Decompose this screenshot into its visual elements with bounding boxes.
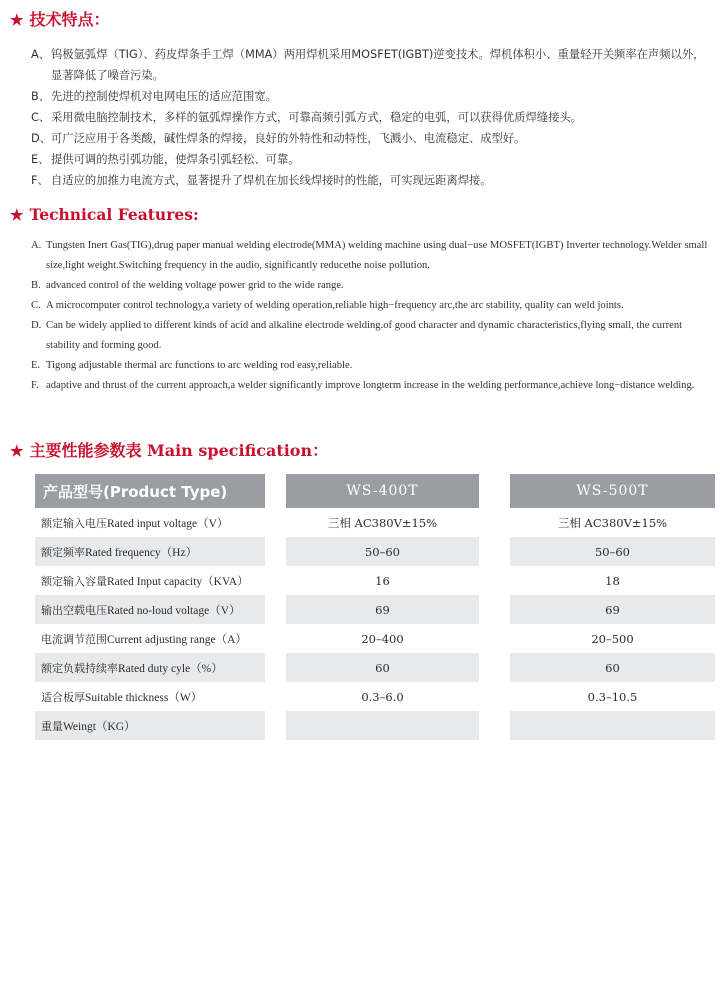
en-feature-f: F. adaptive and thrust of the current approach,a welder significantly improve longterm increase in the welding performance,achieve long−distance welding.	[31, 380, 695, 391]
header-model-ws400t: WS-400T	[286, 474, 479, 508]
value-ws400t	[286, 711, 479, 740]
row-label: 重量 Weingt（KG）	[35, 711, 265, 740]
value-ws400t: 69	[286, 595, 479, 624]
value-ws400t: 50–60	[286, 537, 479, 566]
row-label: 额定频率 Rated frequency（Hz）	[35, 537, 265, 566]
table-row	[35, 566, 715, 595]
header-model-ws500t: WS-500T	[510, 474, 715, 508]
en-feature-list	[31, 236, 713, 396]
en-feature-a: A. Tungsten Inert Gas(TIG),drug paper manual welding electrode(MMA) welding machine using dual−use MOSFET(IGBT) Inverter technology.Welder small size,light weight.Switching frequency in the audio, significantly reducethe noise pollution.	[31, 240, 708, 271]
spec-table	[35, 474, 715, 740]
section-title-cn	[10, 7, 109, 30]
en-feature-d: D. Can be widely applied to different kinds of acid and alkaline electrode welding.of good character and dynamic characteristics,flying small, the current stability and forming good.	[31, 320, 683, 351]
cn-feature-f: F、 自适应的加推力电流方式，显著提升了焊机在加长线焊接时的性能，可实现远距离焊接。	[31, 174, 492, 187]
section-title-en	[10, 205, 199, 224]
value-ws500t: 50–60	[510, 537, 715, 566]
cn-feature-c: C、 采用微电脑控制技术，多样的氩弧焊操作方式，可靠高频引弧方式，稳定的电弧，可以获得优质焊缝接头。	[31, 111, 582, 124]
star-icon: ★	[10, 442, 24, 460]
cn-feature-d: D、 可广泛应用于各类酸，碱性焊条的焊接，良好的外特性和动特性，飞溅小、电流稳定、成型好。	[31, 132, 526, 145]
table-row	[35, 508, 715, 537]
cn-title-text: 技术特点：	[29, 10, 110, 29]
value-ws500t: 0.3–10.5	[587, 689, 638, 704]
header-product-type: 产品型号(Product Type)	[35, 474, 265, 508]
value-ws500t: 18	[605, 573, 620, 588]
en-feature-b: B. advanced control of the welding voltage power grid to the wide range.	[31, 280, 344, 291]
star-icon: ★	[10, 11, 24, 29]
table-row	[35, 682, 715, 711]
value-ws500t	[510, 711, 715, 740]
value-ws500t: 20–500	[591, 631, 634, 646]
value-ws500t: 60	[510, 653, 715, 682]
section-title-spec	[10, 438, 328, 461]
row-label: 额定输入容量 Rated Input capacity（KVA）	[41, 574, 249, 588]
value-ws400t: 60	[286, 653, 479, 682]
en-feature-e: E. Tigong adjustable thermal arc functions to arc welding rod easy,reliable.	[31, 360, 353, 371]
table-row	[35, 711, 715, 740]
row-label: 额定负载持续率 Rated duty cyle（%）	[35, 653, 265, 682]
value-ws400t: 20–400	[361, 631, 404, 646]
value-ws400t: 三相 AC380V±15%	[327, 515, 438, 530]
value-ws400t: 0.3–6.0	[361, 689, 404, 704]
spec-table-header	[35, 474, 715, 508]
table-row	[35, 595, 715, 624]
cn-feature-a: A、 钨极氩弧焊（TIG）、药皮焊条手工焊（MMA）两用焊机采用MOSFET(IGBT)逆变技术。焊机体积小、重量轻开关频率在声频以外，显著降低了噪音污染。	[31, 48, 705, 82]
table-row	[35, 624, 715, 653]
row-label: 电流调节范围 Current adjusting range（A）	[41, 632, 247, 646]
cn-feature-b: B、 先进的控制使焊机对电网电压的适应范围宽。	[31, 90, 277, 103]
cn-feature-list	[31, 44, 711, 191]
row-label: 适合板厚 Suitable thickness（W）	[41, 690, 203, 704]
star-icon: ★	[10, 206, 24, 224]
en-title-text: Technical Features:	[29, 205, 199, 224]
value-ws500t: 三相 AC380V±15%	[557, 515, 668, 530]
row-label: 输出空载电压 Rated no-loud voltage（V）	[35, 595, 265, 624]
spec-title-text: 主要性能参数表 Main specification：	[29, 441, 329, 460]
value-ws500t: 69	[510, 595, 715, 624]
table-row	[35, 537, 715, 566]
row-label: 额定输入电压 Rated input voltage（V）	[41, 516, 229, 530]
cn-feature-e: E、 提供可调的热引弧功能，使焊条引弧轻松、可靠。	[31, 153, 300, 166]
value-ws400t: 16	[375, 573, 390, 588]
table-row	[35, 653, 715, 682]
en-feature-c: C. A microcomputer control technology,a variety of welding operation,reliable high−frequency arc,the arc stability, quality can weld joints.	[31, 300, 624, 311]
